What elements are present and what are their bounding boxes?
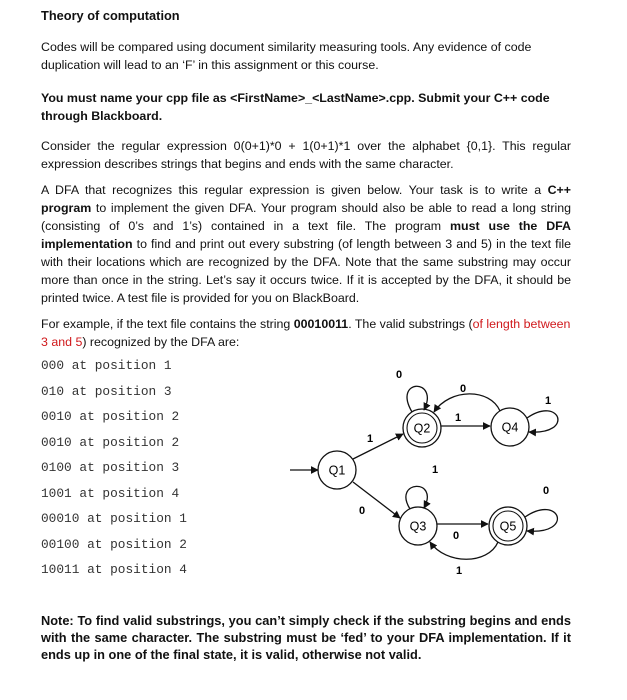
example-line: 10011 at position 4 bbox=[41, 562, 187, 577]
edge-q5-loop bbox=[525, 510, 557, 532]
edge-q3-loop-label: 1 bbox=[432, 464, 439, 476]
example-line: 000 at position 1 bbox=[41, 358, 172, 373]
edge-q1-q3-label: 0 bbox=[359, 505, 366, 517]
page-title: Theory of computation bbox=[41, 8, 180, 23]
state-q1-label: Q1 bbox=[328, 463, 346, 478]
edge-q3-loop bbox=[406, 486, 427, 509]
example-string: 00010011 bbox=[293, 317, 349, 331]
example-text-2: . The valid substrings ( bbox=[348, 317, 473, 331]
state-q3-label: Q3 bbox=[409, 519, 427, 534]
example-text-3: ) recognized by the DFA are: bbox=[82, 335, 240, 349]
example-line: 1001 at position 4 bbox=[41, 486, 180, 501]
edge-q3-q5-label: 0 bbox=[453, 530, 460, 542]
regex-paragraph: Consider the regular expression 0(0+1)*0 + 1(0+1)*1 over the alphabet {0,1}. This regular expression describes strings that begins and ends with the same character. bbox=[41, 139, 571, 171]
edge-q2-q4-label: 1 bbox=[455, 412, 462, 424]
state-q4-label: Q4 bbox=[501, 420, 519, 435]
plagiarism-paragraph: Codes will be compared using document similarity measuring tools. Any evidence of code duplication will lead to an ‘F’ in this assignment or this course. bbox=[41, 40, 532, 72]
edge-q2-loop bbox=[407, 386, 427, 412]
edge-q4-q2-label: 0 bbox=[460, 383, 467, 395]
edge-q1-q2-label: 1 bbox=[367, 433, 374, 445]
state-q2-label: Q2 bbox=[413, 421, 431, 436]
example-line: 0010 at position 2 bbox=[41, 409, 180, 424]
edge-q4-loop bbox=[527, 411, 558, 432]
task-text-3: to find and print out every substring (of length between 3 and 5) in the text file with their locations which are recognized by the DFA. Note that the same substring may occur more than once in the string. Let’s say it occurs twice. If it is accepted by the DFA, it should be printed twice. A test file is provided for you on BlackBoard. bbox=[41, 237, 571, 305]
edge-q5-q3-label: 1 bbox=[456, 565, 463, 577]
edge-q4-loop-label: 1 bbox=[545, 395, 552, 407]
length-range-text: of length between 3 and 5 bbox=[41, 317, 571, 349]
submission-instructions: You must name your cpp file as <FirstName>_<LastName>.cpp. Submit your C++ code through Blackboard. bbox=[41, 91, 550, 123]
task-text-2: to implement the given DFA. Your program should also be able to read a long string (consisting of 0’s and 1’s) contained in a text file. The program bbox=[41, 201, 571, 233]
example-line: 0010 at position 2 bbox=[41, 435, 180, 450]
task-text-1: A DFA that recognizes this regular expression is given below. Your task is to write a bbox=[41, 183, 548, 197]
edge-q5-q3 bbox=[430, 542, 498, 559]
task-bold-cpp: C++ program bbox=[41, 183, 571, 215]
edge-q5-loop-label: 0 bbox=[543, 485, 550, 497]
note-paragraph: Note: To find valid substrings, you can’t simply check if the substring begins and ends with the same character. The substring must be ‘fed’ to your DFA implementation. If it ends up in one of the final state, it is valid, otherwise not valid. bbox=[41, 613, 571, 662]
example-line: 00100 at position 2 bbox=[41, 537, 187, 552]
edge-q2-loop-label: 0 bbox=[396, 369, 403, 381]
example-line: 010 at position 3 bbox=[41, 384, 172, 399]
task-bold-dfa: must use the DFA implementation bbox=[41, 219, 571, 251]
state-q5-label: Q5 bbox=[499, 519, 517, 534]
example-line: 0100 at position 3 bbox=[41, 460, 180, 475]
example-text-1: For example, if the text file contains the string bbox=[41, 317, 294, 331]
example-line: 00010 at position 1 bbox=[41, 511, 187, 526]
edge-q1-q2 bbox=[353, 434, 403, 459]
edge-q4-q2 bbox=[434, 394, 500, 412]
